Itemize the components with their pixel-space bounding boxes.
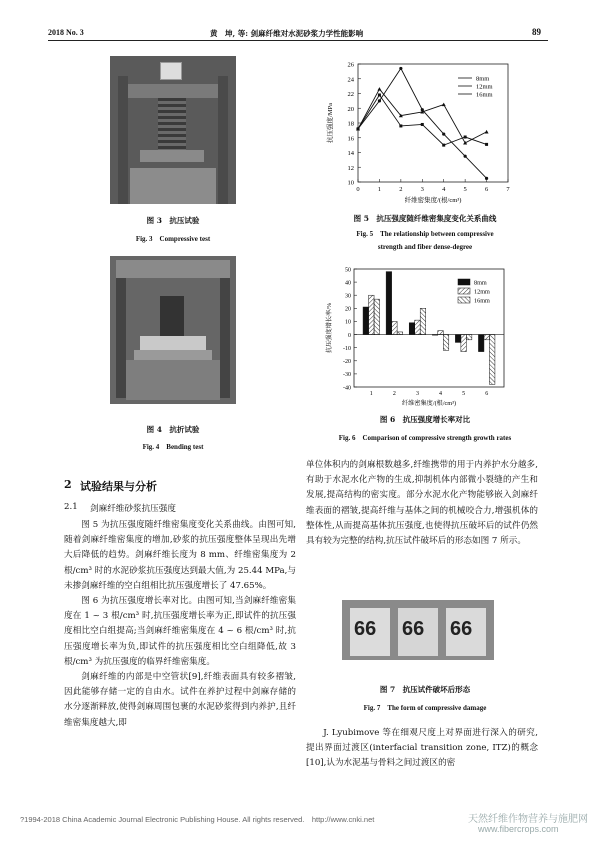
section-title: 试验结果与分析	[80, 480, 157, 493]
fig7-photo	[342, 600, 494, 660]
y-tick-label: 30	[345, 293, 351, 300]
data-point	[485, 143, 488, 146]
specimen-label: 66	[402, 618, 425, 640]
fig5-line-chart	[320, 58, 530, 208]
x-axis-label: 纤维密集度/(根/cm³)	[401, 400, 457, 407]
section-number: 2	[64, 478, 72, 491]
fig4-caption-cn: 图 4 抗折试验	[146, 425, 200, 434]
bar-16mm	[420, 308, 425, 334]
bar-8mm	[432, 335, 437, 336]
series-line-16mm	[358, 95, 487, 145]
fig5-caption-en-line2: strength and fiber dense-degree	[377, 243, 473, 251]
data-point	[442, 132, 445, 135]
legend-label: 8mm	[474, 279, 487, 287]
y-tick-label: 50	[345, 267, 351, 274]
y-tick-label: 16	[347, 135, 354, 143]
x-tick-label: 0	[356, 186, 360, 193]
legend-label: 16mm	[476, 91, 493, 99]
bar-12mm	[461, 335, 466, 352]
bar-12mm	[438, 331, 443, 335]
y-tick-label: -20	[343, 359, 351, 366]
x-tick-label: 1	[369, 391, 373, 397]
legend-label: 16mm	[474, 297, 490, 305]
y-tick-label: 0	[348, 332, 351, 339]
x-tick-label: 1	[377, 186, 382, 193]
data-point	[399, 67, 402, 70]
right-column-text-top	[306, 458, 538, 549]
bar-12mm	[392, 321, 397, 334]
paragraph: J. Lyubimove 等在细观尺度上对界面进行深入的研究,提出界面过渡区(interfacial transition zone, ITZ)的概念[10],认为水泥基与骨料之间过渡区的密	[306, 728, 538, 769]
paragraph: 图 6 为抗压强度增长率对比。由图可知,当剑麻纤维密集度在 1 ~ 3 根/cm³ 时,抗压强度增长率为正,即试件的抗压强度相比空白组提高;当剑麻纤维密集度在 4 ~ 6 根/cm³ 时,抗压强度增长率为负,即试件的抗压强度相比空白组降低,故 3 根/cm³ 为抗压强度的临界纤维密集度。	[64, 596, 296, 667]
data-point	[378, 99, 381, 102]
x-tick-label: 3	[420, 186, 424, 193]
data-point	[442, 103, 446, 107]
y-axis-label: 抗压强度/MPa	[327, 102, 334, 144]
bar-16mm	[397, 332, 402, 335]
fig4-photo	[110, 256, 236, 404]
paragraph: 单位体积内的剑麻根数越多,纤维携带的用于内养护水分越多,有助于水泥水化产物的生成,抑制机体内部微小裂缝的产生和发展,提高结构的密实度。部分水泥水化产物能够嵌入剑麻纤维表面的褶皱,提高纤维与基体之间的机械咬合力,增强机体的整体性,从而提高基体抗压强度,也使得抗压破坏后的试件仍然具有较为完整的结构,抗压试件破坏后的形态如图 7 所示。	[306, 460, 538, 547]
legend-label: 12mm	[476, 83, 493, 91]
footer-copyright: ?1994-2018 China Academic Journal Electronic Publishing House. All rights reserved. http://www.cnki.net	[20, 815, 375, 824]
x-axis-label: 纤维密集度/(根/cm³)	[404, 197, 462, 204]
bar-12mm	[415, 320, 420, 334]
left-column-text	[64, 518, 296, 731]
bar-8mm	[409, 323, 414, 335]
paragraph: 图 5 为抗压强度随纤维密集度变化关系曲线。由图可知,随着剑麻纤维密集度的增加,砂浆的抗压强度整体呈现出先增大后降低的趋势。剑麻纤维长度为 8 mm、纤维密集度为 2 根/cm³ 时的水泥砂浆抗压强度达到最大值,为 25.44 MPa,与未掺剑麻纤维的空白组相比抗压强度增长了 47.65%。	[64, 520, 296, 591]
fig4-caption-en: Fig. 4 Bending test	[142, 443, 204, 451]
legend-label: 8mm	[476, 75, 490, 83]
data-point	[485, 177, 488, 180]
bar-16mm	[466, 335, 471, 340]
bar-12mm	[484, 335, 489, 340]
data-point	[485, 130, 489, 134]
series-line-12mm	[358, 89, 487, 143]
x-tick-label: 6	[485, 391, 489, 397]
data-point	[464, 136, 467, 139]
data-point	[377, 87, 381, 91]
y-tick-label: 20	[347, 105, 354, 113]
x-tick-label: 4	[439, 391, 443, 397]
watermark-url: www.fibercrops.com	[478, 824, 559, 834]
legend-swatch	[458, 297, 470, 303]
subsection-title: 剑麻纤维砂浆抗压强度	[90, 504, 176, 514]
y-tick-label: 40	[345, 280, 351, 287]
y-tick-label: 24	[347, 76, 354, 84]
y-tick-label: 10	[347, 179, 354, 187]
x-tick-label: 4	[442, 186, 446, 193]
fig6-caption-en: Fig. 6 Comparison of compressive strength growth rates	[338, 434, 512, 442]
y-tick-label: 14	[347, 150, 354, 157]
y-tick-label: -10	[343, 345, 351, 352]
data-point	[378, 93, 381, 96]
fig3-caption-cn: 图 3 抗压试验	[146, 216, 200, 225]
y-axis-label: 抗压强度增长率/%	[326, 302, 333, 354]
x-tick-label: 2	[399, 186, 403, 193]
y-tick-label: 18	[347, 120, 354, 128]
legend-label: 12mm	[474, 288, 490, 296]
bar-8mm	[455, 335, 460, 343]
data-point	[421, 123, 424, 126]
y-tick-label: 26	[347, 61, 354, 69]
bar-8mm	[478, 335, 483, 352]
data-point	[357, 127, 360, 130]
y-tick-label: 20	[345, 306, 351, 313]
fig6-bar-chart	[322, 265, 522, 413]
header-page-number: 89	[532, 27, 541, 37]
specimen-label: 66	[450, 618, 473, 640]
fig7-caption-en: Fig. 7 The form of compressive damage	[363, 704, 487, 712]
header-issue: 2018 No. 3	[48, 28, 84, 37]
watermark-cn: 天然纤维作物营养与施肥网	[468, 814, 588, 825]
y-tick-label: 10	[345, 319, 351, 326]
legend-swatch	[458, 279, 470, 285]
bar-8mm	[386, 272, 391, 335]
y-tick-label: 12	[347, 164, 354, 172]
x-tick-label: 5	[462, 391, 466, 397]
fig5-caption-cn: 图 5 抗压强度随纤维密集度变化关系曲线	[353, 214, 497, 223]
x-tick-label: 5	[463, 186, 467, 193]
paragraph: 剑麻纤维的内部是中空管状[9],纤维表面具有较多褶皱,因此能够存储一定的自由水。试件在养护过程中剑麻存储的水分逐渐释放,使得剑麻周围包裹的水泥砂浆得到内养护,且纤维密集度越大,即	[64, 672, 296, 728]
fig6-caption-cn: 图 6 抗压强度增长率对比	[379, 415, 471, 424]
header-rule	[48, 40, 548, 41]
x-tick-label: 7	[506, 186, 510, 193]
fig5-caption-en-line1: Fig. 5 The relationship between compressive	[356, 230, 494, 238]
y-tick-label: -40	[343, 385, 351, 392]
data-point	[442, 144, 445, 147]
fig3-caption-en: Fig. 3 Compressive test	[135, 235, 211, 243]
data-point	[464, 155, 467, 158]
bar-16mm	[443, 335, 448, 351]
specimen-label: 66	[354, 618, 377, 640]
bar-12mm	[369, 295, 374, 334]
fig7-caption-cn: 图 7 抗压试件破坏后形态	[379, 685, 471, 694]
bar-16mm	[489, 335, 494, 385]
x-tick-label: 3	[415, 391, 419, 397]
bar-16mm	[374, 299, 379, 334]
y-tick-label: -30	[343, 372, 351, 379]
right-column-text-bottom	[306, 726, 538, 772]
fig3-photo	[110, 56, 236, 204]
data-point	[399, 124, 402, 127]
subsection-number: 2.1	[64, 502, 78, 512]
bar-8mm	[363, 307, 368, 335]
x-tick-label: 2	[392, 391, 396, 397]
y-tick-label: 22	[347, 91, 354, 98]
header-title: 黄 坤, 等: 剑麻纤维对水泥砂浆力学性能影响	[210, 29, 364, 38]
legend-swatch	[458, 288, 470, 294]
data-point	[463, 141, 467, 145]
x-tick-label: 6	[484, 186, 489, 193]
